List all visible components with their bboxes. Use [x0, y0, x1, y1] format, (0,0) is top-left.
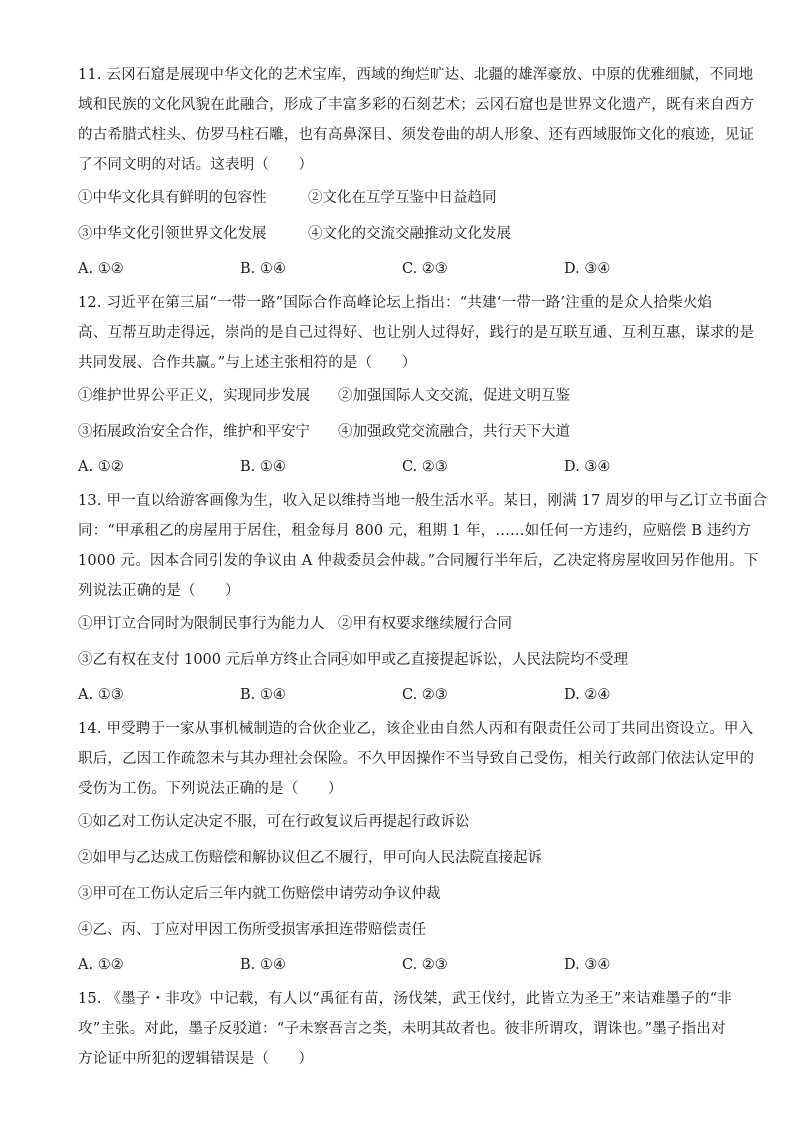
answer-d: D. ③④ — [564, 261, 611, 277]
answer-d: D. ③④ — [564, 459, 611, 475]
question-12 — [78, 288, 755, 484]
question-stem — [78, 984, 733, 1074]
stem-line: 域和民族的文化风貌在此融合，形成了丰富多彩的石刻艺术；云冈石窟也是世界文化遗产，既有来自西方 — [78, 97, 755, 113]
statement-4: ④乙、丙、丁应对甲因工伤所受损害承担连带赔偿责任 — [78, 922, 426, 938]
option-4: ④加强政党交流融合，共行天下大道 — [338, 424, 570, 440]
option-2: ②加强国际人文交流，促进文明互鉴 — [338, 388, 570, 404]
option-4: ④如甲或乙直接提起诉讼，人民法院均不受理 — [338, 652, 628, 668]
answer-a: A. ①② — [78, 957, 124, 973]
answer-a: A. ①② — [78, 261, 124, 277]
option-1: ①维护世界公平正义，实现同步发展 — [78, 388, 310, 404]
option-1: ①甲订立合同时为限制民事行为能力人 — [78, 616, 325, 632]
answer-a: A. ①② — [78, 459, 124, 475]
question-stem — [78, 288, 755, 378]
answer-c: C. ②③ — [402, 459, 448, 475]
options-row — [78, 414, 728, 450]
option-3: ③乙有权在支付 1000 元后单方终止合同 — [78, 652, 342, 668]
answer-b: B. ①④ — [240, 261, 286, 277]
stem-line: 1000 元。因本合同引发的争议由 A 仲裁委员会仲裁。”合同履行半年后，乙决定将房屋收回另作他用。下 — [78, 553, 759, 569]
question-stem — [78, 486, 768, 606]
stem-line: 同：“甲承租乙的房屋用于居住，租金每月 800 元，租期 1 年，……如任何一方违约，应赔偿 B 违约方 — [78, 523, 752, 539]
question-stem — [78, 60, 755, 180]
answer-choices — [78, 678, 728, 712]
stem-line: 列说法正确的是（ ） — [78, 583, 240, 599]
stem-line: 职后，乙因工作疏忽未与其办理社会保险。不久甲因操作不当导致自己受伤，相关行政部门依法认定甲的 — [78, 751, 755, 767]
answer-d: D. ②④ — [564, 687, 611, 703]
question-13 — [78, 486, 768, 712]
answer-b: B. ①④ — [240, 687, 286, 703]
statement-3: ③甲可在工伤认定后三年内就工伤赔偿申请劳动争议仲裁 — [78, 886, 441, 902]
options-row — [78, 216, 728, 252]
options-row — [78, 642, 728, 678]
answer-d: D. ③④ — [564, 957, 611, 973]
stem-line: 14. 甲受聘于一家从事机械制造的合伙企业乙，该企业由自然人丙和有限责任公司丁共同出资设立。甲入 — [78, 721, 754, 737]
stem-line: 15. 《墨子・非攻》中记载，有人以“禹征有苗，汤伐桀，武王伐纣，此皆立为圣王”来诘难墨子的“非 — [78, 991, 733, 1007]
answer-b: B. ①④ — [240, 459, 286, 475]
exam-page — [78, 60, 768, 1076]
answer-choices — [78, 450, 728, 484]
answer-a: A. ①③ — [78, 687, 124, 703]
answer-b: B. ①④ — [240, 957, 286, 973]
options-row — [78, 180, 728, 216]
statement-1: ①如乙对工伤认定决定不服，可在行政复议后再提起行政诉讼 — [78, 814, 470, 830]
stem-line: 高、互帮互助走得远，崇尚的是自己过得好、也让别人过得好，践行的是互联互通、互利互惠，谋求的是 — [78, 325, 755, 341]
stem-line: 攻”主张。对此，墨子反驳道：“子未察吾言之类，未明其故者也。彼非所谓攻，谓诛也。”墨子指出对 — [78, 1021, 726, 1037]
question-15 — [78, 984, 733, 1074]
stem-line: 13. 甲一直以给游客画像为生，收入足以维持当地一般生活水平。某日，刚满 17 周岁的甲与乙订立书面合 — [78, 493, 768, 509]
options-row — [78, 378, 728, 414]
option-2: ②文化在互学互鉴中日益趋同 — [308, 190, 497, 206]
option-2: ②甲有权要求继续履行合同 — [338, 616, 512, 632]
option-3: ③中华文化引领世界文化发展 — [78, 226, 267, 242]
stem-line: 共同发展、合作共赢。”与上述主张相符的是（ ） — [78, 355, 417, 371]
stem-line: 受伤为工伤。下列说法正确的是（ ） — [78, 781, 343, 797]
answer-choices — [78, 252, 728, 286]
stem-line: 的古希腊式柱头、仿罗马柱石雕，也有高鼻深目、须发卷曲的胡人形象、还有西域服饰文化的痕迹，见证 — [78, 127, 755, 143]
answer-c: C. ②③ — [402, 261, 448, 277]
question-stem — [78, 714, 755, 804]
stem-line: 了不同文明的对话。这表明（ ） — [78, 157, 314, 173]
stem-line: 11. 云冈石窟是展现中华文化的艺术宝库，西域的绚烂旷达、北疆的雄浑豪放、中原的优雅细腻，不同地 — [78, 67, 754, 83]
options-row — [78, 606, 728, 642]
question-14 — [78, 714, 755, 982]
answer-c: C. ②③ — [402, 957, 448, 973]
answer-choices — [78, 948, 728, 982]
option-4: ④文化的交流交融推动文化发展 — [308, 226, 511, 242]
question-11 — [78, 60, 755, 286]
option-3: ③拓展政治安全合作，维护和平安宁 — [78, 424, 310, 440]
statement-2: ②如甲与乙达成工伤赔偿和解协议但乙不履行，甲可向人民法院直接起诉 — [78, 850, 542, 866]
stem-line: 方论证中所犯的逻辑错误是（ ） — [78, 1051, 314, 1067]
option-1: ①中华文化具有鲜明的包容性 — [78, 190, 267, 206]
answer-c: C. ②③ — [402, 687, 448, 703]
stem-line: 12. 习近平在第三届“一带一路”国际合作高峰论坛上指出：“共建‘一带一路’注重的是众人拾柴火焰 — [78, 295, 713, 311]
